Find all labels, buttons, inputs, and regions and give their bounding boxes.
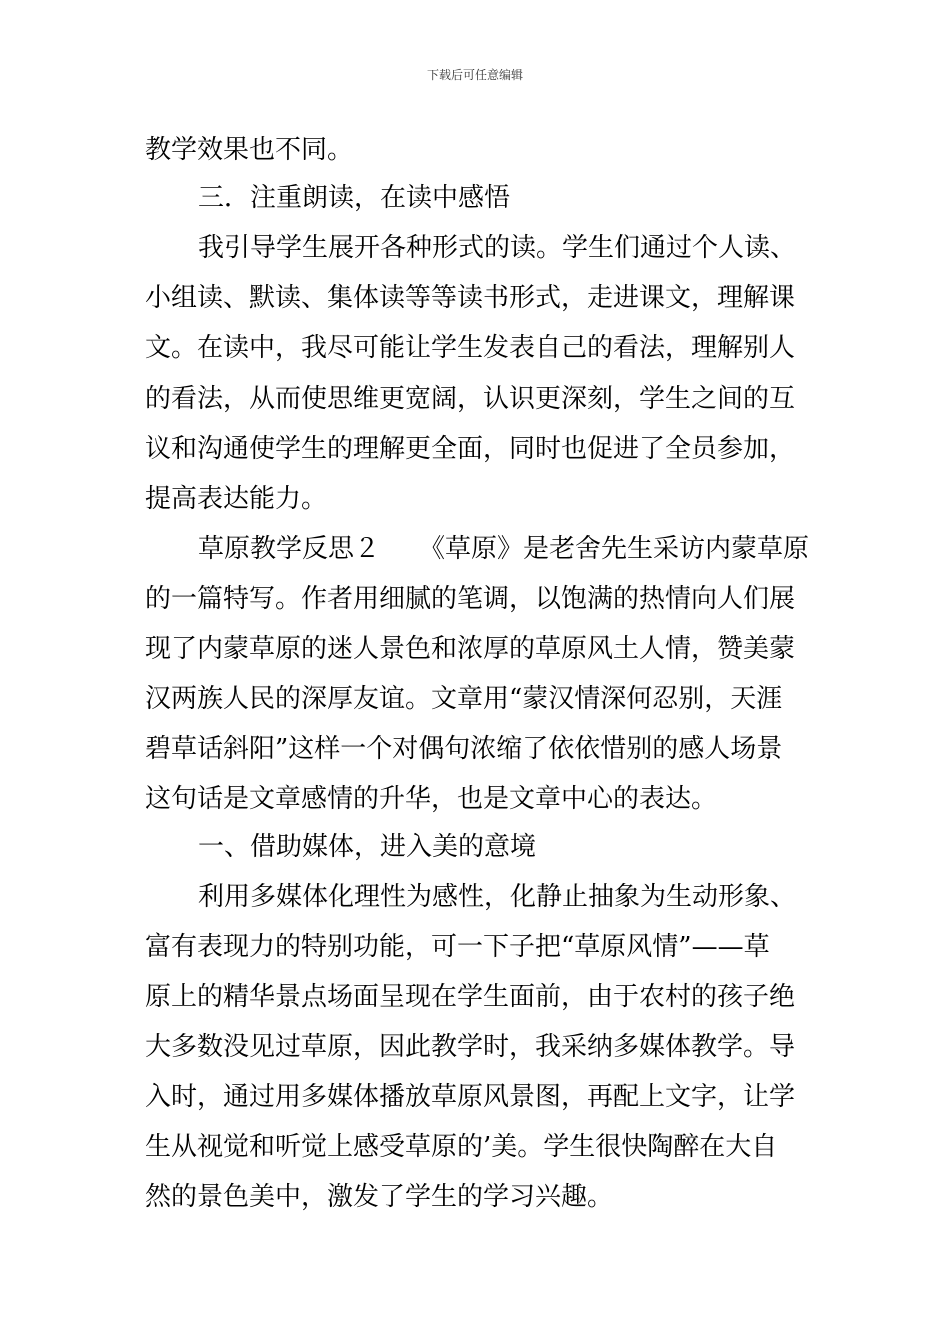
text-line: 议和沟通使学生的理解更全面，同时也促进了全员参加， <box>145 434 796 464</box>
text-line: 利用多媒体化理性为感性，化静止抽象为生动形象、 <box>198 882 797 912</box>
page-header: 下载后可任意编辑 <box>426 68 523 82</box>
section-heading: 三．注重朗读，在读中感悟 <box>198 183 511 213</box>
text-line: 生从视觉和听觉上感受草原的’美。学生很快陶醉在大自 <box>145 1132 778 1162</box>
text-line: 小组读、默读、集体读等等读书形式，走进课文，理解课 <box>145 283 796 313</box>
text-line: 富有表现力的特别功能，可一下子把“草原风情”——草 <box>145 932 770 962</box>
text-line: 草原教学反思２ 《草原》是老舍先生采访内蒙草原 <box>198 534 810 564</box>
text-line: 提高表达能力。 <box>145 484 328 514</box>
text-line: 然的景色美中，激发了学生的学习兴趣。 <box>145 1182 614 1212</box>
text-line: 大多数没见过草原，因此教学时，我采纳多媒体教学。导 <box>145 1032 796 1062</box>
text-line: 文。在读中，我尽可能让学生发表自己的看法，理解别人 <box>145 333 796 363</box>
text-line: 这句话是文章感情的升华，也是文章中心的表达。 <box>145 784 718 814</box>
section-heading: 一、借助媒体，进入美的意境 <box>198 832 537 862</box>
text-line: 碧草话斜阳”这样一个对偶句浓缩了依依惜别的感人场景 <box>145 734 783 764</box>
text-line: 汉两族人民的深厚友谊。文章用“蒙汉情深何忍别，天涯 <box>145 684 783 714</box>
text-line: 入时，通过用多媒体播放草原风景图，再配上文字，让学 <box>145 1082 796 1112</box>
text-line: 现了内蒙草原的迷人景色和浓厚的草原风土人情，赞美蒙 <box>145 634 796 664</box>
text-line: 原上的精华景点场面呈现在学生面前，由于农村的孩子绝 <box>145 982 796 1012</box>
text-line: 我引导学生展开各种形式的读。学生们通过个人读、 <box>198 233 797 263</box>
text-line: 教学效果也不同。 <box>145 135 354 165</box>
text-line: 的看法，从而使思维更宽阔，认识更深刻，学生之间的互 <box>145 384 796 414</box>
text-line: 的一篇特写。作者用细腻的笔调，以饱满的热情向人们展 <box>145 584 796 614</box>
